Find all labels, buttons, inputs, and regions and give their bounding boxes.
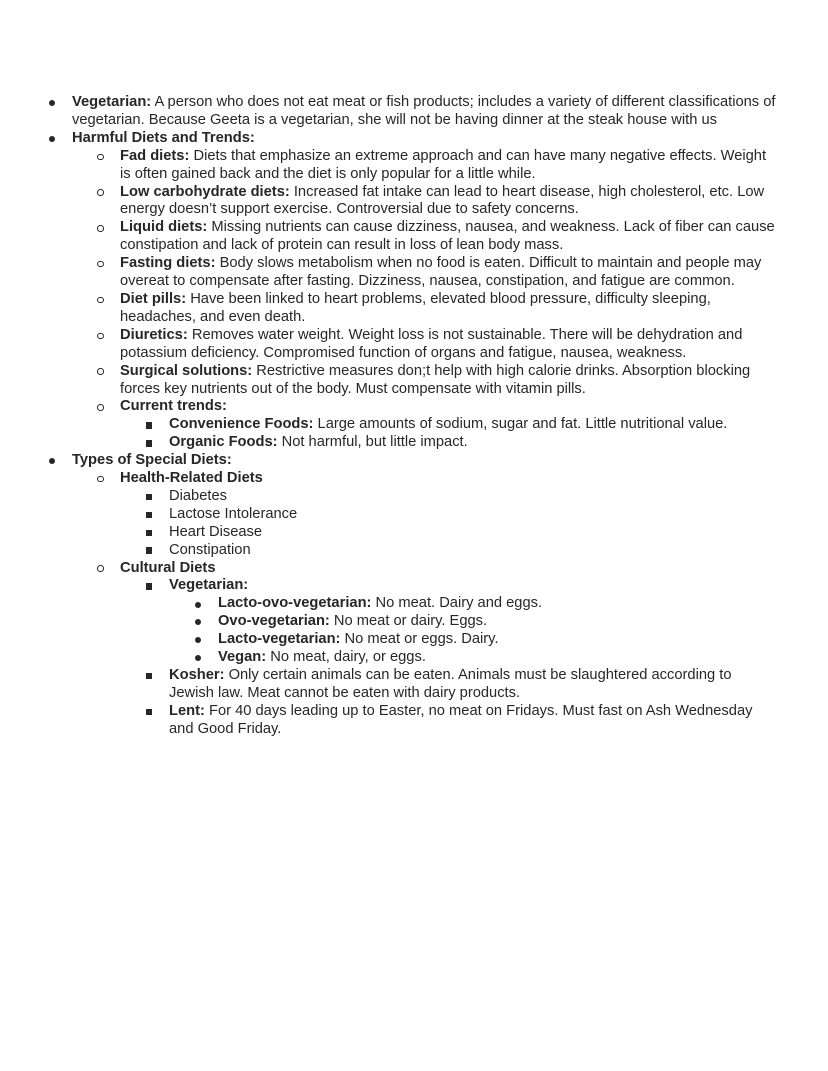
list-item-text bbox=[169, 667, 780, 703]
list-item-text bbox=[169, 434, 780, 452]
document-list bbox=[48, 94, 780, 739]
list-item bbox=[48, 488, 780, 506]
list-item-term: Current trends: bbox=[120, 398, 227, 415]
list-item-text bbox=[169, 577, 780, 595]
list-item bbox=[48, 577, 780, 595]
list-item-text bbox=[72, 94, 780, 130]
list-item-term: Fad diets: bbox=[120, 147, 190, 164]
disc-bullet-icon bbox=[195, 595, 218, 607]
list-item-desc: No meat or eggs. Dairy. bbox=[340, 631, 499, 648]
list-item bbox=[48, 434, 780, 452]
list-item-desc: Lactose Intolerance bbox=[169, 505, 298, 522]
square-bullet-icon bbox=[146, 577, 169, 589]
circle-bullet-icon bbox=[97, 470, 120, 482]
list-item bbox=[48, 560, 780, 578]
list-item-text bbox=[120, 148, 780, 184]
list-item-text bbox=[120, 255, 780, 291]
list-item-desc: No meat. Dairy and eggs. bbox=[371, 595, 543, 612]
square-bullet-icon bbox=[146, 542, 169, 554]
list-item bbox=[48, 613, 780, 631]
list-item bbox=[48, 524, 780, 542]
list-item-term: Surgical solutions: bbox=[120, 362, 253, 379]
list-item-text bbox=[218, 631, 780, 649]
list-item-desc: For 40 days leading up to Easter, no meat on Fridays. Must fast on Ash Wednesday and Good Friday. bbox=[169, 702, 753, 737]
list-item-text bbox=[72, 130, 780, 148]
list-item-desc: Increased fat intake can lead to heart disease, high cholesterol, etc. Low energy doesn’t support exercise. Controversial due to safety concerns. bbox=[120, 183, 765, 218]
list-item-desc: Heart Disease bbox=[169, 523, 263, 540]
list-item-desc: No meat or dairy. Eggs. bbox=[329, 613, 488, 630]
list-item bbox=[48, 667, 780, 703]
circle-bullet-icon bbox=[97, 219, 120, 231]
list-item-text bbox=[218, 649, 780, 667]
list-item-desc: Body slows metabolism when no food is eaten. Difficult to maintain and people may overeat to compensate after fasting. Dizziness, nausea, constipation, and fatigue are common. bbox=[120, 255, 762, 290]
square-bullet-icon bbox=[146, 667, 169, 679]
list-item bbox=[48, 631, 780, 649]
list-item bbox=[48, 148, 780, 184]
list-item-term: Types of Special Diets: bbox=[72, 452, 232, 469]
list-item-term: Harmful Diets and Trends: bbox=[72, 129, 255, 146]
list-item bbox=[48, 542, 780, 560]
list-item-term: Vegetarian: bbox=[169, 577, 249, 594]
disc-bullet-icon bbox=[195, 649, 218, 661]
list-item-desc: Diets that emphasize an extreme approach and can have many negative effects. Weight is often gained back and the diet is only popular for a little while. bbox=[120, 147, 767, 182]
list-item-term: Low carbohydrate diets: bbox=[120, 183, 290, 200]
list-item-text bbox=[120, 560, 780, 578]
circle-bullet-icon bbox=[97, 291, 120, 303]
list-item bbox=[48, 703, 780, 739]
square-bullet-icon bbox=[146, 524, 169, 536]
list-item-text bbox=[218, 613, 780, 631]
list-item-term: Liquid diets: bbox=[120, 219, 208, 236]
list-item bbox=[48, 94, 780, 130]
list-item-text bbox=[169, 488, 780, 506]
list-item bbox=[48, 452, 780, 470]
disc-bullet-icon bbox=[195, 613, 218, 625]
list-item-desc: Not harmful, but little impact. bbox=[277, 434, 468, 451]
list-item-term: Organic Foods: bbox=[169, 434, 278, 451]
list-item bbox=[48, 649, 780, 667]
disc-bullet-icon bbox=[49, 94, 72, 106]
circle-bullet-icon bbox=[97, 148, 120, 160]
circle-bullet-icon bbox=[97, 255, 120, 267]
list-item-text bbox=[120, 219, 780, 255]
list-item-text bbox=[169, 416, 780, 434]
list-item bbox=[48, 130, 780, 148]
list-item-term: Ovo-vegetarian: bbox=[218, 613, 330, 630]
list-item-text bbox=[169, 703, 780, 739]
list-item-desc: A person who does not eat meat or fish products; includes a variety of different classifications of vegetarian. Because Geeta is a vegetarian, she will not be having dinner at the steak house with us bbox=[72, 94, 776, 128]
list-item-text bbox=[120, 291, 780, 327]
list-item-text bbox=[120, 470, 780, 488]
list-item-text bbox=[169, 542, 780, 560]
circle-bullet-icon bbox=[97, 184, 120, 196]
list-item-text bbox=[120, 363, 780, 399]
list-item-text bbox=[169, 506, 780, 524]
list-item-term: Health-Related Diets bbox=[120, 470, 263, 487]
disc-bullet-icon bbox=[195, 631, 218, 643]
list-item-term: Fasting diets: bbox=[120, 255, 216, 272]
disc-bullet-icon bbox=[49, 130, 72, 142]
list-item-text bbox=[120, 327, 780, 363]
list-item-term: Vegan: bbox=[218, 649, 267, 666]
square-bullet-icon bbox=[146, 703, 169, 715]
list-item-text bbox=[218, 595, 780, 613]
list-item-term: Cultural Diets bbox=[120, 559, 216, 576]
square-bullet-icon bbox=[146, 416, 169, 428]
list-item bbox=[48, 470, 780, 488]
list-item-desc: Only certain animals can be eaten. Animals must be slaughtered according to Jewish law. Meat cannot be eaten with dairy products. bbox=[169, 667, 732, 701]
list-item bbox=[48, 506, 780, 524]
square-bullet-icon bbox=[146, 488, 169, 500]
list-item-term: Diet pills: bbox=[120, 290, 187, 307]
list-item-desc: Diabetes bbox=[169, 487, 227, 504]
list-item-text bbox=[120, 398, 780, 416]
list-item-desc: Constipation bbox=[169, 541, 251, 558]
list-item-desc: Removes water weight. Weight loss is not sustainable. There will be dehydration and potassium deficiency. Compromised function of organs and fatigue, nausea, weakness. bbox=[120, 326, 743, 361]
circle-bullet-icon bbox=[97, 398, 120, 410]
list-item-term: Convenience Foods: bbox=[169, 416, 314, 433]
disc-bullet-icon bbox=[49, 452, 72, 464]
list-item bbox=[48, 595, 780, 613]
list-item bbox=[48, 219, 780, 255]
square-bullet-icon bbox=[146, 506, 169, 518]
circle-bullet-icon bbox=[97, 560, 120, 572]
list-item bbox=[48, 398, 780, 416]
list-item-desc: No meat, dairy, or eggs. bbox=[266, 649, 426, 666]
list-item-desc: Large amounts of sodium, sugar and fat. Little nutritional value. bbox=[313, 416, 728, 433]
circle-bullet-icon bbox=[97, 327, 120, 339]
list-item-term: Lent: bbox=[169, 702, 205, 719]
list-item-text bbox=[120, 184, 780, 220]
list-item bbox=[48, 291, 780, 327]
list-item bbox=[48, 184, 780, 220]
list-item-desc: Have been linked to heart problems, elevated blood pressure, difficulty sleeping, headaches, and even death. bbox=[120, 290, 711, 325]
list-item bbox=[48, 416, 780, 434]
list-item-desc: Missing nutrients can cause dizziness, nausea, and weakness. Lack of fiber can cause constipation and lack of protein can result in loss of lean body mass. bbox=[120, 219, 775, 254]
list-item-desc: Restrictive measures don;t help with high calorie drinks. Absorption blocking forces key nutrients out of the body. Must compensate with vitamin pills. bbox=[120, 362, 751, 397]
list-item-term: Lacto-ovo-vegetarian: bbox=[218, 595, 372, 612]
list-item-term: Kosher: bbox=[169, 667, 225, 683]
list-item-text bbox=[72, 452, 780, 470]
list-item bbox=[48, 327, 780, 363]
list-item bbox=[48, 363, 780, 399]
circle-bullet-icon bbox=[97, 363, 120, 375]
list-item-term: Vegetarian: bbox=[72, 94, 152, 110]
list-item-text bbox=[169, 524, 780, 542]
list-item bbox=[48, 255, 780, 291]
list-item-term: Diuretics: bbox=[120, 326, 188, 343]
square-bullet-icon bbox=[146, 434, 169, 446]
list-item-term: Lacto-vegetarian: bbox=[218, 631, 341, 648]
